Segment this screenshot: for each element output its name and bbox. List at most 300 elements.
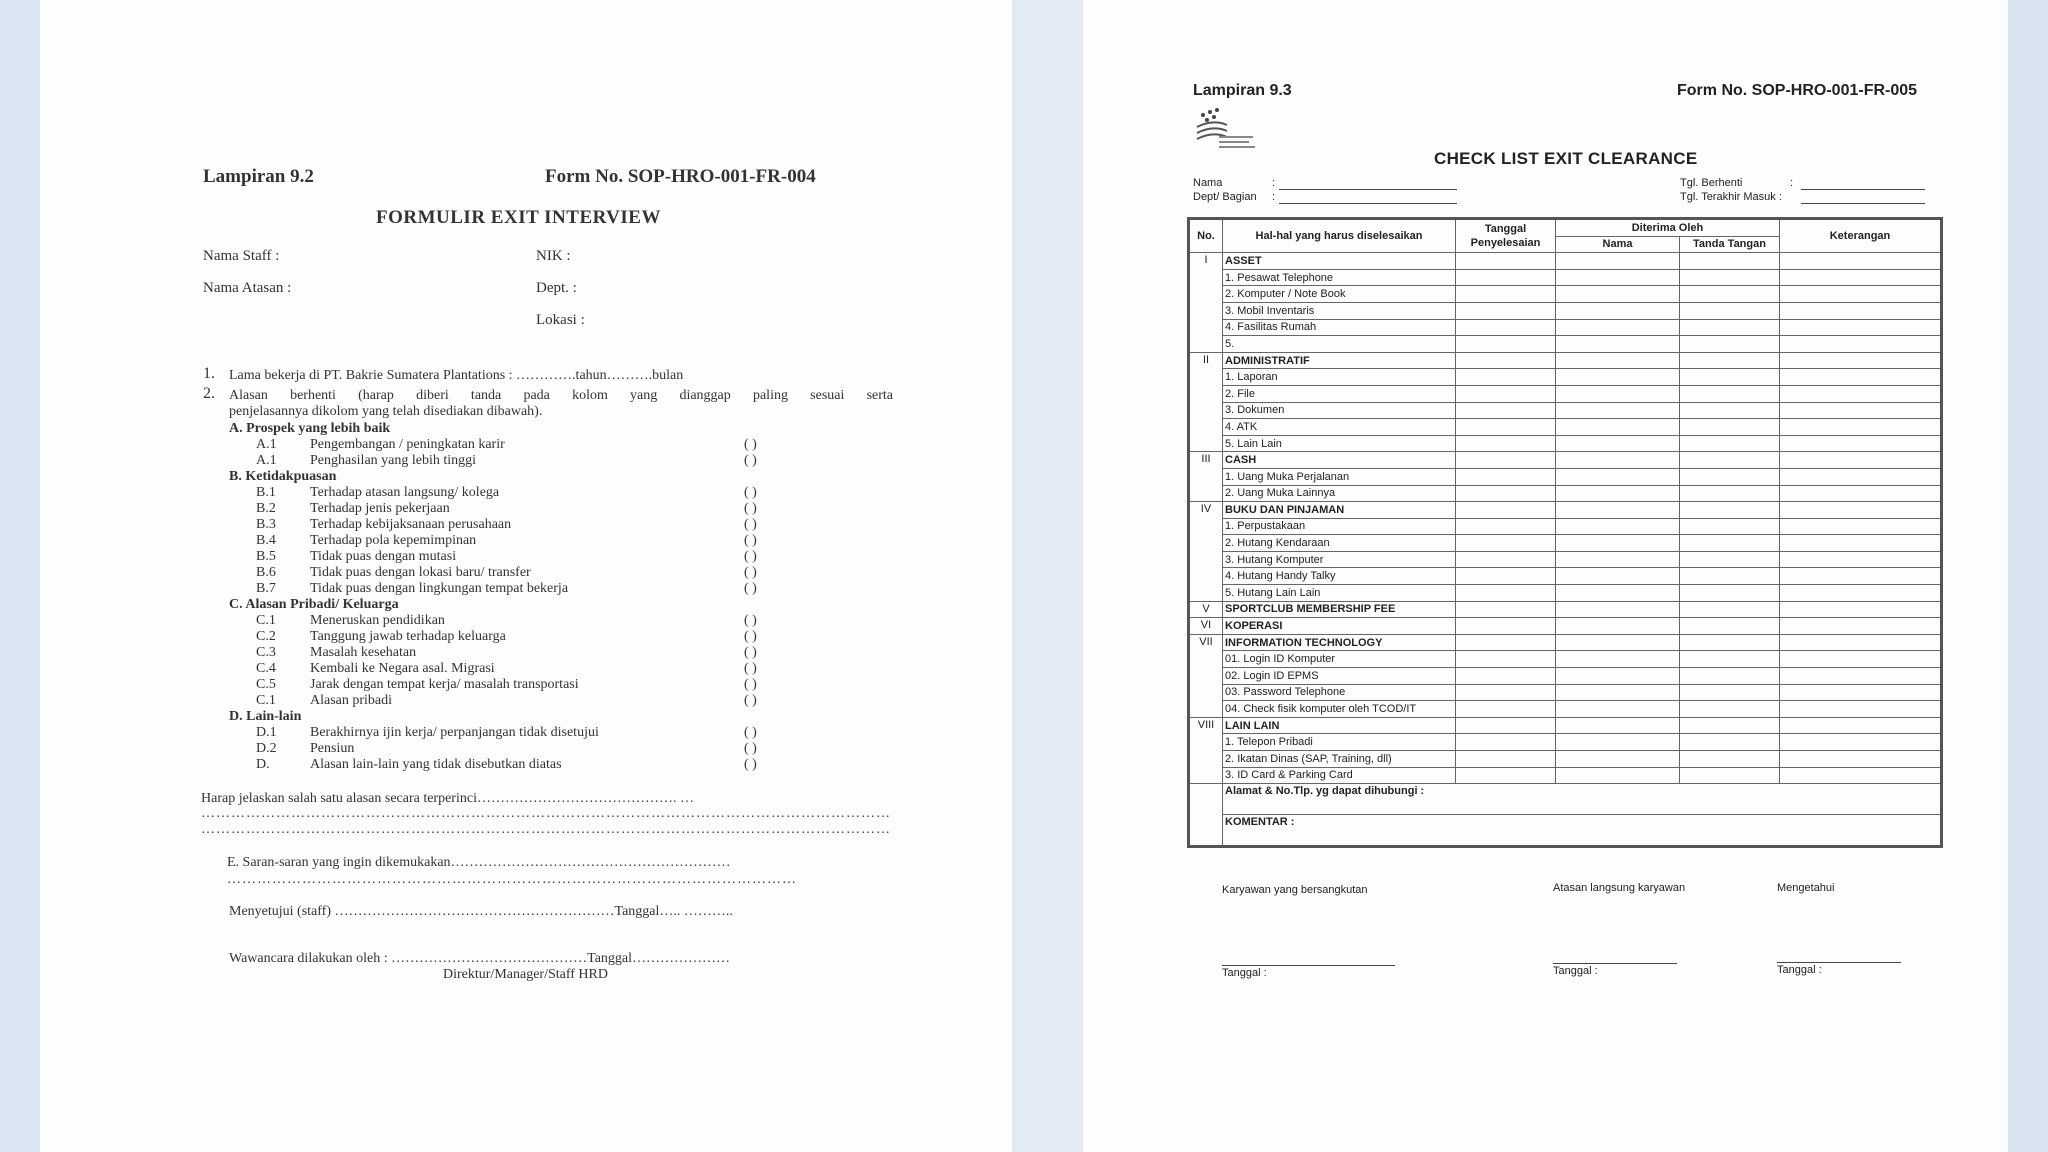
table-cell[interactable] [1780,551,1942,568]
item-label: 2. File [1223,385,1456,402]
group-number: III [1189,452,1223,502]
reason-text: Pengembangan / peningkatan karir [310,437,505,452]
question-2-number: 2. [203,385,215,402]
table-cell[interactable] [1556,585,1680,602]
table-cell[interactable] [1780,684,1942,701]
table-cell[interactable] [1456,767,1556,784]
table-cell[interactable] [1680,485,1780,502]
table-row [1189,385,1942,402]
table-cell[interactable] [1780,651,1942,668]
table-cell[interactable] [1456,535,1556,552]
table-cell[interactable] [1556,717,1680,734]
table-cell[interactable] [1456,601,1556,618]
item-label: 2. Uang Muka Lainnya [1223,485,1456,502]
table-cell[interactable] [1556,269,1680,286]
item-label: 2. Komputer / Note Book [1223,286,1456,303]
item-label: 3. ID Card & Parking Card [1223,767,1456,784]
item-label: 4. Hutang Handy Talky [1223,568,1456,585]
sig-mengetahui: Mengetahui [1777,882,1835,894]
table-cell[interactable] [1780,468,1942,485]
field-nama-atasan[interactable]: Nama Atasan : [203,280,292,296]
col-tanda-tangan: Tanda Tangan [1680,236,1780,253]
explain-prompt: Harap jelaskan salah satu alasan secara terperinci……………………………………. … [201,791,694,806]
reason-section-heading: B. Ketidakpuasan [229,469,337,484]
table-cell[interactable] [1556,352,1680,369]
col-diterima: Diterima Oleh [1556,219,1780,237]
table-cell[interactable] [1456,402,1556,419]
table-cell[interactable] [1456,385,1556,402]
table-cell[interactable] [1780,717,1942,734]
table-cell[interactable] [1680,269,1780,286]
table-cell[interactable] [1556,767,1680,784]
item-label: 5. [1223,336,1456,353]
item-label: 3. Hutang Komputer [1223,551,1456,568]
table-cell[interactable] [1456,253,1556,270]
table-cell[interactable] [1680,286,1780,303]
table-cell[interactable] [1456,302,1556,319]
reason-code: B.4 [256,533,276,548]
table-cell[interactable] [1780,435,1942,452]
reason-checkbox[interactable]: ( ) [744,677,757,692]
group-number: VI [1189,618,1223,635]
table-cell[interactable] [1680,551,1780,568]
table-cell[interactable] [1780,269,1942,286]
table-cell[interactable] [1780,253,1942,270]
group-label: LAIN LAIN [1223,717,1456,734]
table-cell[interactable] [1556,634,1680,651]
col-tanggal: Tanggal Penyelesaian [1456,219,1556,253]
field-lokasi[interactable]: Lokasi : [536,312,585,328]
reason-checkbox[interactable]: ( ) [744,501,757,516]
table-cell[interactable] [1680,352,1780,369]
table-row [1189,618,1942,635]
table-cell[interactable] [1680,751,1780,768]
reason-checkbox[interactable]: ( ) [744,581,757,596]
table-row [1189,502,1942,519]
reason-code: B.1 [256,485,276,500]
table-row [1189,269,1942,286]
reason-text: Terhadap jenis pekerjaan [310,501,450,516]
table-cell[interactable] [1456,585,1556,602]
table-cell[interactable] [1680,568,1780,585]
sig-karyawan-line[interactable] [1222,965,1395,966]
table-cell[interactable] [1680,717,1780,734]
question-2-line-2: penjelasannya dikolom yang telah disediakan dibawah). [229,404,543,419]
reason-checkbox[interactable]: ( ) [744,453,757,468]
table-cell[interactable] [1556,419,1680,436]
question-1-number: 1. [203,365,215,382]
col-nama: Nama [1556,236,1680,253]
sig-karyawan: Karyawan yang bersangkutan [1222,884,1368,896]
suggestion-line[interactable]: …………………………………………………………………………………………………… [227,872,797,887]
group-number: I [1189,253,1223,353]
reason-code: C.3 [256,645,276,660]
table-cell[interactable] [1780,751,1942,768]
table-cell[interactable] [1556,452,1680,469]
table-row [1189,369,1942,386]
company-logo-icon [1193,103,1263,153]
table-cell[interactable] [1556,286,1680,303]
reason-checkbox[interactable]: ( ) [744,533,757,548]
table-cell[interactable] [1456,286,1556,303]
field-tgl-terakhir-label: Tgl. Terakhir Masuk : [1680,191,1782,203]
reason-section-heading: D. Lain-lain [229,709,302,724]
field-dept-input[interactable] [1279,203,1457,204]
table-cell[interactable] [1780,485,1942,502]
table-cell[interactable] [1456,618,1556,635]
reason-checkbox[interactable]: ( ) [744,485,757,500]
table-cell[interactable] [1456,435,1556,452]
table-cell[interactable] [1456,319,1556,336]
table-cell[interactable] [1680,618,1780,635]
table-row [1189,402,1942,419]
reason-text: Tidak puas dengan mutasi [310,549,457,564]
question-1: Lama bekerja di PT. Bakrie Sumatera Plantations : ………….tahun……….bulan [229,368,684,383]
table-row [1189,701,1942,718]
table-cell[interactable] [1556,668,1680,685]
sig-atasan-line[interactable] [1553,963,1677,964]
table-cell[interactable] [1456,419,1556,436]
table-row [1189,253,1942,270]
table-cell[interactable] [1556,751,1680,768]
reason-text: Meneruskan pendidikan [310,613,445,628]
group-number: II [1189,352,1223,452]
table-cell[interactable] [1780,585,1942,602]
table-cell[interactable] [1680,319,1780,336]
table-cell[interactable] [1680,668,1780,685]
form-title: CHECK LIST EXIT CLEARANCE [1434,149,1698,168]
table-row [1189,815,1942,847]
table-row [1189,568,1942,585]
table-cell[interactable] [1780,385,1942,402]
item-label: 1. Pesawat Telephone [1223,269,1456,286]
reason-checkbox[interactable]: ( ) [744,549,757,564]
table-row [1189,634,1942,651]
lampiran-label: Lampiran 9.3 [1193,82,1292,98]
field-nik[interactable]: NIK : [536,248,571,264]
group-number: VIII [1189,717,1223,783]
reason-checkbox[interactable]: ( ) [744,517,757,532]
table-row [1189,535,1942,552]
group-label: BUKU DAN PINJAMAN [1223,502,1456,519]
group-number: V [1189,601,1223,618]
table-cell[interactable] [1556,336,1680,353]
table-cell[interactable] [1456,734,1556,751]
item-label: 03. Password Telephone [1223,684,1456,701]
table-cell[interactable] [1680,518,1780,535]
table-cell[interactable] [1456,634,1556,651]
table-cell[interactable] [1556,369,1680,386]
table-cell[interactable] [1680,601,1780,618]
table-cell[interactable] [1456,684,1556,701]
table-cell[interactable] [1680,336,1780,353]
table-cell[interactable] [1456,518,1556,535]
explain-line-1[interactable]: ………………………………………………………………………………………………………………………… [201,806,891,821]
table-cell[interactable] [1680,452,1780,469]
field-dept[interactable]: Dept. : [536,280,577,296]
reason-section-heading: C. Alasan Pribadi/ Keluarga [229,597,399,612]
table-row [1189,352,1942,369]
table-cell[interactable] [1780,701,1942,718]
table-cell[interactable] [1680,468,1780,485]
table-cell[interactable] [1680,651,1780,668]
reason-text: Jarak dengan tempat kerja/ masalah transportasi [310,677,579,692]
table-cell[interactable] [1780,286,1942,303]
table-cell[interactable] [1680,634,1780,651]
table-cell[interactable] [1456,668,1556,685]
group-label: KOPERASI [1223,618,1456,635]
table-cell[interactable] [1680,767,1780,784]
table-cell[interactable] [1556,402,1680,419]
item-label: 04. Check fisik komputer oleh TCOD/IT [1223,701,1456,718]
table-cell[interactable] [1556,319,1680,336]
table-cell[interactable] [1780,634,1942,651]
reason-code: C.2 [256,629,276,644]
table-cell[interactable] [1556,684,1680,701]
reason-checkbox[interactable]: ( ) [744,565,757,580]
table-cell[interactable] [1680,369,1780,386]
reason-checkbox[interactable]: ( ) [744,613,757,628]
table-cell[interactable] [1556,253,1680,270]
reason-checkbox[interactable]: ( ) [744,437,757,452]
table-cell[interactable] [1556,485,1680,502]
item-label: 4. Fasilitas Rumah [1223,319,1456,336]
group-label: INFORMATION TECHNOLOGY [1223,634,1456,651]
table-cell[interactable] [1456,269,1556,286]
group-label: CASH [1223,452,1456,469]
table-cell[interactable] [1780,568,1942,585]
reason-checkbox[interactable]: ( ) [744,661,757,676]
table-cell [1189,784,1223,847]
exit-interview-page [40,0,1012,1152]
table-cell[interactable] [1556,601,1680,618]
exit-clearance-page [1083,0,2008,1152]
reason-text: Terhadap kebijaksanaan perusahaan [310,517,512,532]
table-cell[interactable] [1780,336,1942,353]
group-label: SPORTCLUB MEMBERSHIP FEE [1223,601,1456,618]
table-row [1189,784,1942,815]
colon: : [1272,191,1276,203]
table-cell[interactable] [1680,734,1780,751]
table-cell[interactable] [1556,468,1680,485]
field-nama-staff[interactable]: Nama Staff : [203,248,280,264]
table-row [1189,601,1942,618]
table-row [1189,767,1942,784]
item-label: 02. Login ID EPMS [1223,668,1456,685]
table-cell[interactable] [1780,668,1942,685]
table-cell[interactable] [1780,352,1942,369]
reason-text: Tanggung jawab terhadap keluarga [310,629,506,644]
table-cell[interactable] [1556,535,1680,552]
table-cell[interactable] [1780,302,1942,319]
group-label: ASSET [1223,253,1456,270]
reason-code: A.1 [256,437,277,452]
table-row [1189,485,1942,502]
field-tgl-berhenti-label: Tgl. Berhenti [1680,177,1743,189]
question-2-line-1: Alasan berhenti (harap diberi tanda pada kolom yang dianggap paling sesuai serta [229,388,893,403]
table-cell[interactable] [1780,734,1942,751]
table-cell[interactable] [1680,585,1780,602]
reason-text: Kembali ke Negara asal. Migrasi [310,661,495,676]
table-cell[interactable] [1556,651,1680,668]
form-title: FORMULIR EXIT INTERVIEW [376,207,661,228]
group-number: VII [1189,634,1223,717]
reason-code: C.1 [256,693,276,708]
table-cell[interactable] [1456,751,1556,768]
table-cell[interactable] [1680,302,1780,319]
reason-code: D.1 [256,725,277,740]
table-cell[interactable] [1456,651,1556,668]
clearance-table [1187,217,1943,848]
reason-text: Pensiun [310,741,355,756]
col-keterangan: Keterangan [1780,219,1942,253]
reason-code: B.2 [256,501,276,516]
reason-checkbox[interactable]: ( ) [744,693,757,708]
table-row [1189,419,1942,436]
group-number: IV [1189,502,1223,602]
table-cell[interactable] [1456,369,1556,386]
reason-text: Tidak puas dengan lingkungan tempat bekerja [310,581,569,596]
sig-atasan: Atasan langsung karyawan [1553,882,1686,894]
item-label: 3. Mobil Inventaris [1223,302,1456,319]
item-label: 01. Login ID Komputer [1223,651,1456,668]
reason-checkbox[interactable]: ( ) [744,645,757,660]
table-row [1189,286,1942,303]
item-label: 4. ATK [1223,419,1456,436]
reason-text: Alasan lain-lain yang tidak disebutkan diatas [310,757,562,772]
reason-checkbox[interactable]: ( ) [744,757,757,772]
form-number: Form No. SOP-HRO-001-FR-004 [545,166,816,187]
table-cell[interactable] [1456,551,1556,568]
reason-code: C.5 [256,677,276,692]
table-cell[interactable] [1780,767,1942,784]
cropped-header [1083,0,2008,98]
sig-atasan-date: Tanggal : [1553,965,1598,977]
table-row [1189,751,1942,768]
table-row [1189,717,1942,734]
table-cell[interactable] [1456,502,1556,519]
table-cell[interactable] [1680,402,1780,419]
table-cell[interactable] [1680,419,1780,436]
table-cell[interactable] [1556,618,1680,635]
table-cell[interactable] [1556,701,1680,718]
sig-mengetahui-line[interactable] [1777,962,1901,963]
table-cell[interactable] [1456,452,1556,469]
table-cell[interactable] [1556,435,1680,452]
table-cell[interactable] [1780,319,1942,336]
table-cell[interactable] [1556,734,1680,751]
lampiran-label: Lampiran 9.2 [203,166,314,187]
table-cell[interactable] [1456,717,1556,734]
table-cell[interactable] [1456,485,1556,502]
table-cell[interactable] [1780,601,1942,618]
sig-karyawan-date: Tanggal : [1222,967,1267,979]
table-row [1189,585,1942,602]
item-label: 3. Dokumen [1223,402,1456,419]
reason-checkbox[interactable]: ( ) [744,629,757,644]
table-cell[interactable] [1556,568,1680,585]
table-cell[interactable] [1780,369,1942,386]
field-nama-input[interactable] [1279,189,1457,190]
table-cell[interactable] [1780,535,1942,552]
table-row [1189,468,1942,485]
reason-checkbox[interactable]: ( ) [744,741,757,756]
field-tgl-berhenti-input[interactable] [1801,189,1925,190]
table-row [1189,668,1942,685]
table-cell[interactable] [1680,385,1780,402]
table-cell[interactable] [1456,468,1556,485]
table-cell[interactable] [1456,568,1556,585]
table-cell[interactable] [1780,452,1942,469]
item-label: 1. Telepon Pribadi [1223,734,1456,751]
colon: : [1272,177,1276,189]
table-cell[interactable] [1680,701,1780,718]
reason-code: C.1 [256,613,276,628]
table-cell[interactable] [1780,618,1942,635]
table-cell[interactable] [1780,518,1942,535]
field-tgl-terakhir-input[interactable] [1801,203,1925,204]
reason-checkbox[interactable]: ( ) [744,725,757,740]
reason-code: B.7 [256,581,276,596]
table-cell[interactable] [1780,419,1942,436]
table-row [1189,452,1942,469]
suggestion-prompt: E. Saran-saran yang ingin dikemukakan…………………………………………………… [227,855,731,870]
reason-code: B.3 [256,517,276,532]
item-label: 2. Ikatan Dinas (SAP, Training, dll) [1223,751,1456,768]
table-cell[interactable] [1556,385,1680,402]
table-row [1189,684,1942,701]
reason-text: Alasan pribadi [310,693,393,708]
explain-line-2[interactable]: ………………………………………………………………………………………………………………………… [201,822,891,837]
table-cell[interactable] [1556,502,1680,519]
table-cell[interactable] [1556,302,1680,319]
table-cell[interactable] [1556,518,1680,535]
table-row [1189,518,1942,535]
table-cell[interactable] [1456,352,1556,369]
item-label: 1. Uang Muka Perjalanan [1223,468,1456,485]
reason-text: Berakhirnya ijin kerja/ perpanjangan tidak disetujui [310,725,599,740]
table-cell[interactable] [1680,502,1780,519]
table-row [1189,336,1942,353]
field-dept-label: Dept/ Bagian [1193,191,1257,203]
sig-mengetahui-date: Tanggal : [1777,964,1822,976]
group-label: ADMINISTRATIF [1223,352,1456,369]
table-cell[interactable] [1780,402,1942,419]
table-cell[interactable] [1680,684,1780,701]
table-cell[interactable] [1780,502,1942,519]
table-cell[interactable] [1456,336,1556,353]
approval-line[interactable]: Menyetujui (staff) ……………………………………………………Tanggal….. ……….. [229,904,733,919]
reason-text: Terhadap pola kepemimpinan [310,533,477,548]
reason-code: B.6 [256,565,276,580]
komentar-field[interactable]: KOMENTAR : [1223,815,1942,847]
table-cell[interactable] [1680,435,1780,452]
alamat-field[interactable]: Alamat & No.Tlp. yg dapat dihubungi : [1223,784,1942,815]
table-row [1189,302,1942,319]
col-no: No. [1189,219,1223,253]
table-cell[interactable] [1456,701,1556,718]
col-hal: Hal-hal yang harus diselesaikan [1223,219,1456,253]
table-row [1189,319,1942,336]
interview-line[interactable]: Wawancara dilakukan oleh : ……………………………………Tanggal………………… [229,951,731,966]
reason-text: Penghasilan yang lebih tinggi [310,453,477,468]
table-row [1189,435,1942,452]
table-cell[interactable] [1680,535,1780,552]
table-row [1189,651,1942,668]
table-cell[interactable] [1680,253,1780,270]
field-nama-label: Nama [1193,177,1223,189]
table-cell[interactable] [1556,551,1680,568]
